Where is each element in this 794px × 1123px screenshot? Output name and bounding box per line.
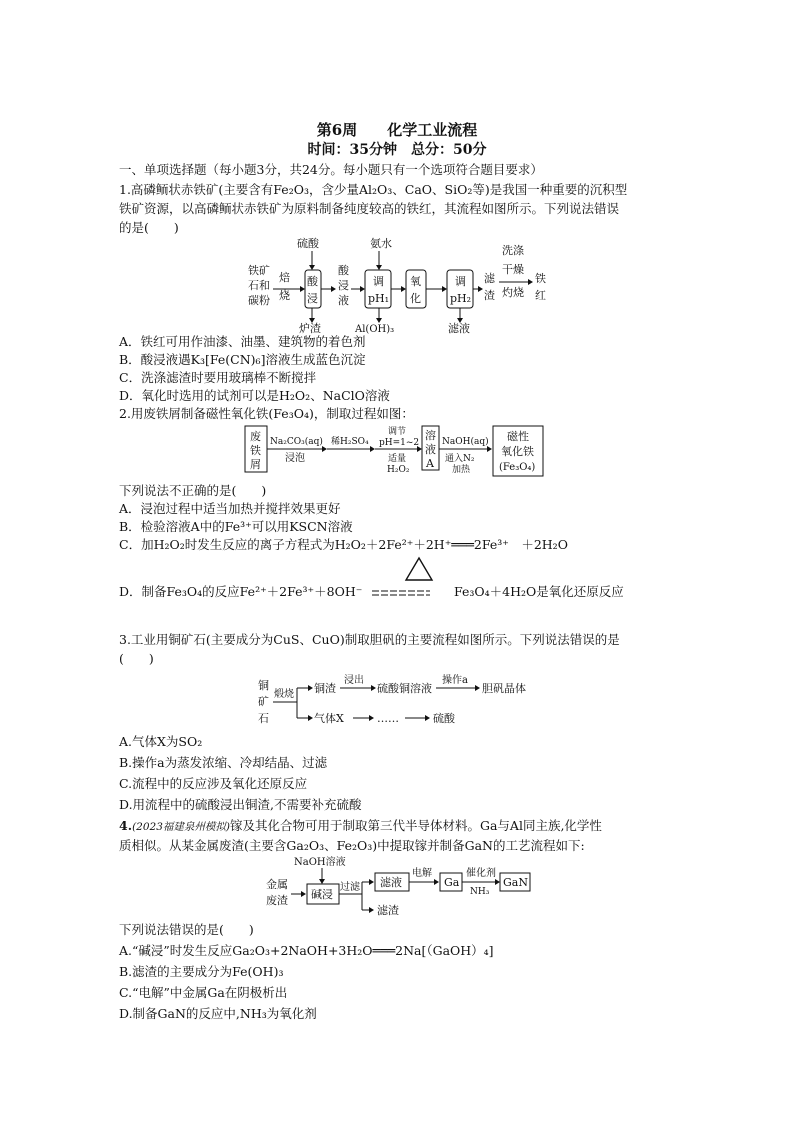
q4-ga-label: Ga [444,876,460,889]
q1-ph2-label: 调 [455,275,466,288]
q2-waste-label: 废 [250,430,261,443]
q1-liquor-label: 浸 [338,279,349,292]
q2-flow-diagram [245,424,545,480]
q1-option-a[interactable]: A．铁红可用作油漆、油墨、建筑物的着色剂 [119,334,366,349]
q3-option-c[interactable]: C.流程中的反应涉及氧化还原反应 [119,776,308,791]
q1-ph1-label: 调 [373,275,384,288]
q1-leach-label: 浸 [307,292,318,305]
q1-ph2-label: pH₂ [450,292,472,305]
q4-nh3-label: NH₃ [470,887,490,897]
q1-roast-label: 烧 [279,289,290,302]
q1-oxidation-label: 化 [410,292,421,305]
heat-triangle-icon [404,556,434,582]
q4-stem-line2: 质相似。从某金属废渣(主要含Ga₂O₃、Fe₂O₃)中提取镓并制备GaN的工艺流程如下: [119,838,585,853]
q1-liquor-label: 液 [338,294,349,307]
q3-solution-label: 硫酸铜溶液 [377,682,432,695]
q2-step4-condition: 加热 [452,465,471,475]
q1-raw-label: 石和 [248,279,270,292]
q2-step4-condition: 通入N₂ [445,454,475,464]
q1-stem-line1: 1.高磷鲕状赤铁矿(主要含有Fe₂O₃，含少量Al₂O₃、CaO、SiO₂等)是我国一种重要的沉积型 [119,182,628,197]
q4-alkali-label: 碱浸 [311,888,333,901]
q4-waste-label: 废渣 [266,894,288,907]
q1-option-c[interactable]: C．洗涤滤渣时要用玻璃棒不断搅拌 [119,370,317,385]
q4-stem-line1 [119,817,602,836]
q4-waste-label: 金属 [266,878,288,891]
q4-electrolysis-label: 电解 [412,868,432,879]
q2-step2-reagent: 稀H₂SO₄ [331,437,369,447]
q1-slag-output: 炉渣 [299,322,321,335]
q2-step3-label: 调节 [388,427,407,437]
q3-dots-label: …… [377,712,399,725]
q3-acid-label: 硫酸 [433,712,455,725]
q4-option-a[interactable]: A.“碱浸”时发生反应Ga₂O₃+2NaOH+3H₂O═══2Na[（GaOH）₄] [119,943,494,958]
q1-option-b[interactable]: B．酸浸液遇K₃[Fe(CN)₆]溶液生成蓝色沉淀 [119,352,366,367]
page-subtitle: 时间：35分钟 总分：50分 [307,142,487,158]
q1-product-label: 铁 [535,272,546,285]
q1-wash-label: 干燥 [502,263,524,276]
q3-flow-diagram [255,672,545,726]
q4-gan-label: GaN [503,876,528,889]
q4-option-d[interactable]: D.制备GaN的反应中,NH₃为氧化剂 [119,1006,317,1021]
q1-product-label: 红 [535,289,546,302]
q4-stem-text: 镓及其化合物可用于制取第三代半导体材料。Ga与Al同主族,化学性 [229,818,602,833]
equation-double-arrow [370,588,432,598]
q2-waste-label: 铁 [250,444,261,457]
q2-step4-reagent: NaOH(aq) [442,437,489,447]
q3-ore-label: 石 [258,712,269,725]
q1-wash-label: 灼烧 [502,286,524,299]
q2-option-a[interactable]: A．浸泡过程中适当加热并搅拌效果更好 [119,501,341,516]
page-title: 第6周 化学工业流程 [316,121,478,139]
q4-naoh-input: NaOH溶液 [294,857,346,868]
q4-residue-label: 滤渣 [377,904,399,917]
q2-step3-label: H₂O₂ [387,465,410,475]
q3-ore-label: 铜 [258,679,269,692]
q2-product-label: 氧化铁 [501,445,534,458]
q1-residue-label: 滤 [484,272,495,285]
q2-step3-label: 适量 [388,454,407,464]
q2-solution-a-label: 溶 [425,429,436,442]
q1-residue-label: 渣 [484,289,495,302]
q4-filtrate-label: 滤液 [380,876,402,889]
q1-wash-label: 洗涤 [502,244,524,257]
q2-product-label: 磁性 [507,430,529,443]
q3-gas-label: 气体X [314,712,344,725]
q4-catalyst-label: 催化剂 [466,868,496,879]
q1-ph1-label: pH₁ [368,292,390,305]
q1-raw-label: 碳粉 [248,294,270,307]
q1-filtrate-output: 滤液 [448,322,470,335]
q2-solution-a-label: 液 [425,443,436,456]
q3-option-b[interactable]: B.操作a为蒸发浓缩、冷却结晶、过滤 [119,755,328,770]
q1-roast-label: 焙 [279,271,290,284]
q4-ask: 下列说法错误的是( ) [119,922,254,937]
q1-aloh-output: Al(OH)₃ [355,324,395,335]
q4-flow-diagram [265,854,535,918]
q2-option-d-left[interactable]: D．制备Fe₃O₄的反应Fe²⁺＋2Fe³⁺＋8OH⁻ [119,584,363,599]
q3-ore-label: 矿 [258,695,269,708]
q1-leach-label: 酸 [307,275,318,288]
q3-option-d[interactable]: D.用流程中的硫酸浸出铜渣,不需要补充硫酸 [119,797,362,812]
q2-option-b[interactable]: B．检验溶液A中的Fe³⁺可以用KSCN溶液 [119,519,353,534]
q4-option-c[interactable]: C.“电解”中金属Ga在阴极析出 [119,985,288,1000]
q3-operation-label: 操作a [442,675,468,686]
q1-ammonia-input: 氨水 [370,237,392,250]
q2-ask: 下列说法不正确的是( ) [119,483,267,498]
q3-slag-label: 铜渣 [314,682,336,695]
q1-liquor-label: 酸 [338,264,349,277]
q2-step3-label: pH=1~2 [379,438,420,448]
q1-stem-line2: 铁矿资源，以高磷鲕状赤铁矿为原料制备纯度较高的铁红，其流程如图所示。下列说法错误 [119,201,620,216]
q2-option-c[interactable]: C．加H₂O₂时发生反应的离子方程式为H₂O₂＋2Fe²⁺＋2H⁺═══2Fe³⁺ ＋2H₂O [119,537,568,552]
q3-option-a[interactable]: A.气体X为SO₂ [119,734,203,749]
q2-product-label: (Fe₃O₄) [499,462,536,473]
q4-number: 4. [119,818,133,833]
q1-stem-line3: 的是( ) [119,220,179,235]
q1-flow-diagram [245,232,555,334]
q3-stem-line1: 3.工业用铜矿石(主要成分为CuS、CuO)制取胆矾的主要流程如图所示。下列说法错误的是 [119,632,620,647]
q1-option-d[interactable]: D．氧化时选用的试剂可以是H₂O₂、NaClO溶液 [119,388,390,403]
q1-acid-input: 硫酸 [297,237,319,250]
q2-waste-label: 屑 [250,458,261,471]
q2-step1-condition: 浸泡 [285,453,305,464]
q2-solution-a-label: A [426,457,434,470]
q3-stem-line2: ( ) [119,651,154,666]
q4-source: (2023福建泉州模拟) [132,821,230,833]
q2-stem: 2.用废铁屑制备磁性氧化铁(Fe₃O₄)，制取过程如图： [119,406,414,421]
q1-oxidation-label: 氧 [410,275,421,288]
q2-step1-reagent: Na₂CO₃(aq) [270,437,323,447]
q4-option-b[interactable]: B.滤渣的主要成分为Fe(OH)₃ [119,964,284,979]
q3-crystal-label: 胆矾晶体 [482,682,526,695]
section-heading: 一、单项选择题（每小题3分，共24分。每小题只有一个选项符合题目要求） [119,162,543,177]
q1-raw-label: 铁矿 [248,264,270,277]
q3-leach-label: 浸出 [344,675,364,686]
q2-option-d-right[interactable]: Fe₃O₄＋4H₂O是氧化还原反应 [454,584,624,599]
q3-calcine-label: 煅烧 [274,689,294,700]
q4-filter-label: 过滤 [340,882,360,893]
